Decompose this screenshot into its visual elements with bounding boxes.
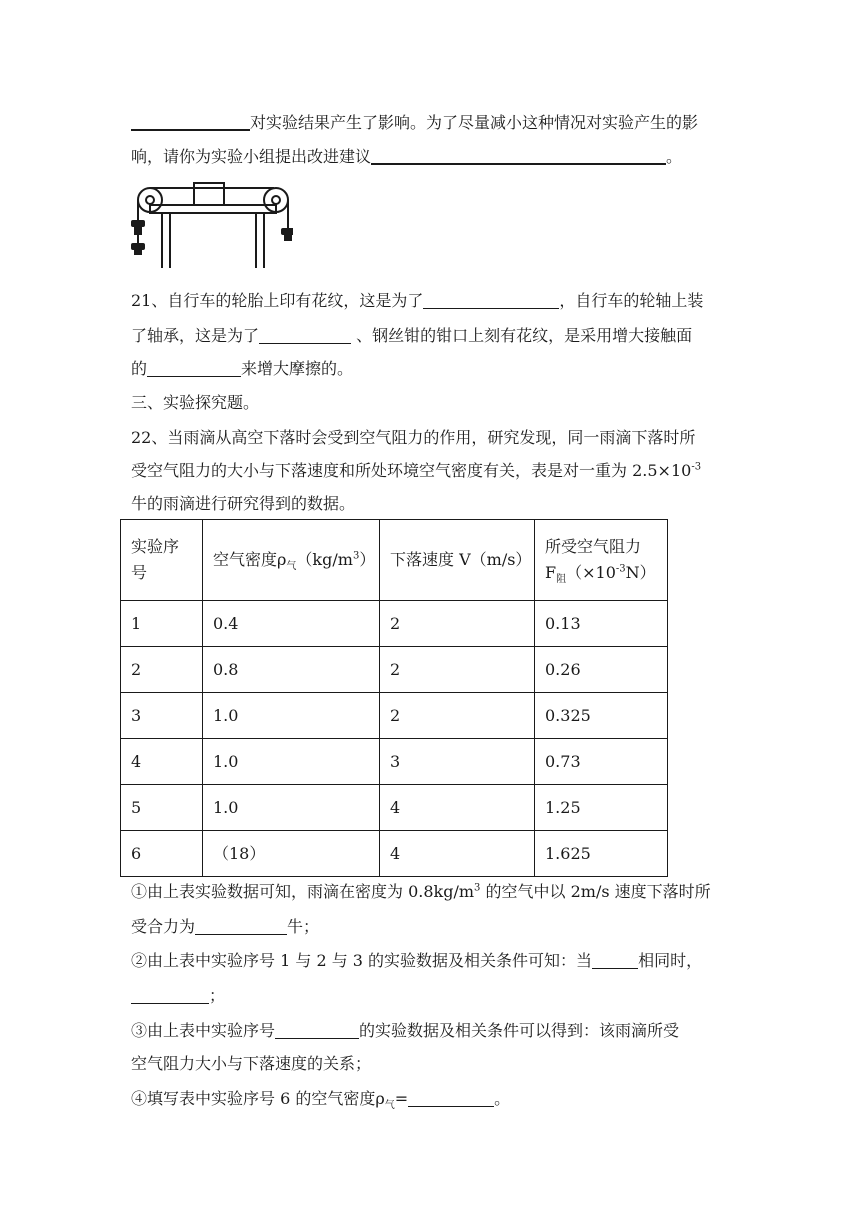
cell-trial: 4 bbox=[121, 739, 203, 785]
table-row bbox=[121, 601, 668, 647]
pulley-apparatus-figure bbox=[128, 180, 293, 272]
header-cell bbox=[203, 520, 380, 601]
q22-text: 的空气中以 2m/s 速度下落时所 bbox=[480, 882, 711, 901]
sub-question-4-line-1 bbox=[131, 1089, 511, 1112]
sub-question-2-line-2 bbox=[131, 987, 225, 1004]
section-heading: 三、实验探究题。 bbox=[131, 393, 260, 412]
answer-blank[interactable] bbox=[131, 113, 250, 131]
q22-text: 。 bbox=[494, 1089, 511, 1108]
sub-question-1-line-1 bbox=[131, 884, 711, 900]
data-table bbox=[120, 519, 668, 877]
cell-resistance: 0.325 bbox=[535, 693, 668, 739]
intro-line-1 bbox=[131, 113, 698, 131]
q22-line-2 bbox=[131, 463, 701, 479]
cell-density: 1.0 bbox=[203, 739, 380, 785]
cell-density: 1.0 bbox=[203, 693, 380, 739]
q22-text: 相同时， bbox=[638, 951, 703, 970]
sub-question-3-line-1 bbox=[131, 1022, 679, 1039]
answer-blank[interactable] bbox=[371, 147, 666, 165]
cell-speed: 2 bbox=[380, 693, 535, 739]
cell-speed: 3 bbox=[380, 739, 535, 785]
sub-question-2-line-1 bbox=[131, 952, 702, 969]
q22-text: 的实验数据及相关条件可以得到：该雨滴所受 bbox=[359, 1021, 680, 1040]
q22-text: 受合力为 bbox=[131, 917, 196, 936]
superscript: -3 bbox=[615, 563, 626, 575]
cell-resistance: 1.25 bbox=[535, 785, 668, 831]
q21-line-1 bbox=[131, 292, 703, 309]
header-cell bbox=[121, 520, 203, 601]
q21-text: 来增大摩擦的。 bbox=[241, 359, 354, 378]
cell-density: 0.8 bbox=[203, 647, 380, 693]
q22-text: 受空气阻力的大小与下落速度和所处环境空气密度有关，表是对一重为 2.5×10 bbox=[131, 461, 692, 480]
sub-question-1-line-2 bbox=[131, 918, 319, 935]
subscript: 阻 bbox=[556, 574, 567, 586]
header-text: （kg/m bbox=[296, 550, 353, 569]
cell-speed: 4 bbox=[380, 785, 535, 831]
q21-text: 了轴承，这是为了 bbox=[131, 326, 260, 345]
q21-text: ，自行车的轮轴上装 bbox=[559, 291, 704, 310]
header-text: 实验序 bbox=[131, 537, 180, 556]
header-text: 空气密度ρ bbox=[213, 550, 287, 569]
header-text: F bbox=[545, 563, 557, 582]
cell-speed: 4 bbox=[380, 831, 535, 877]
superscript: -3 bbox=[691, 461, 702, 473]
header-cell bbox=[535, 520, 668, 601]
header-text: N） bbox=[625, 563, 656, 582]
superscript: 3 bbox=[474, 882, 481, 894]
table-row bbox=[121, 693, 668, 739]
answer-blank[interactable] bbox=[259, 327, 351, 344]
q21-text: 、钢丝钳的钳口上刻有花纹，是采用增大接触面 bbox=[356, 326, 693, 345]
cell-density: （18） bbox=[203, 831, 380, 877]
q21-line-2 bbox=[131, 327, 692, 344]
answer-blank[interactable] bbox=[275, 1022, 359, 1039]
q22-line-1: 22、当雨滴从高空下落时会受到空气阻力的作用，研究发现，同一雨滴下落时所 bbox=[131, 428, 696, 447]
block bbox=[194, 183, 224, 205]
header-cell: 下落速度 V（m/s） bbox=[380, 520, 535, 601]
q22-text: ②由上表中实验序号 1 与 2 与 3 的实验数据及相关条件可知：当 bbox=[131, 951, 593, 970]
q21-line-3 bbox=[131, 360, 353, 377]
answer-blank[interactable] bbox=[195, 918, 287, 935]
sub-question-3-line-2: 空气阻力大小与下落速度的关系； bbox=[131, 1054, 372, 1073]
cell-density: 1.0 bbox=[203, 785, 380, 831]
table-header-row bbox=[121, 520, 668, 601]
q22-text: ①由上表实验数据可知，雨滴在密度为 0.8kg/m bbox=[131, 882, 475, 901]
cell-speed: 2 bbox=[380, 647, 535, 693]
answer-blank[interactable] bbox=[131, 987, 209, 1004]
q21-text: 21、自行车的轮胎上印有花纹，这是为了 bbox=[131, 291, 424, 310]
q22-text: ； bbox=[209, 986, 226, 1005]
q21-text: 的 bbox=[131, 359, 148, 378]
intro-text: 对实验结果产生了影响。为了尽量减小这种情况对实验产生的影 bbox=[250, 113, 699, 132]
cell-trial: 2 bbox=[121, 647, 203, 693]
cell-trial: 3 bbox=[121, 693, 203, 739]
intro-line-2 bbox=[131, 147, 682, 165]
answer-blank[interactable] bbox=[423, 292, 559, 309]
cell-trial: 1 bbox=[121, 601, 203, 647]
intro-text: 。 bbox=[666, 147, 683, 166]
superscript: 3 bbox=[352, 550, 360, 562]
header-text: 所受空气阻力 bbox=[545, 537, 642, 556]
table-row bbox=[121, 785, 668, 831]
q22-text: ③由上表中实验序号 bbox=[131, 1021, 276, 1040]
cell-speed: 2 bbox=[380, 601, 535, 647]
table-row bbox=[121, 647, 668, 693]
subscript: 气 bbox=[286, 561, 297, 573]
header-text: （×10 bbox=[566, 563, 616, 582]
answer-blank[interactable] bbox=[592, 952, 638, 969]
cell-resistance: 0.26 bbox=[535, 647, 668, 693]
cell-trial: 6 bbox=[121, 831, 203, 877]
table-row bbox=[121, 831, 668, 877]
q22-text: = bbox=[394, 1089, 409, 1108]
q22-line-3: 牛的雨滴进行研究得到的数据。 bbox=[131, 494, 356, 513]
cell-trial: 5 bbox=[121, 785, 203, 831]
answer-blank[interactable] bbox=[408, 1090, 494, 1107]
q22-text: ④填写表中实验序号 6 的空气密度ρ bbox=[131, 1089, 385, 1108]
q22-text: 牛； bbox=[287, 917, 320, 936]
header-text: ） bbox=[359, 550, 376, 569]
header-text: 号 bbox=[131, 563, 148, 582]
cell-resistance: 0.73 bbox=[535, 739, 668, 785]
subscript: 气 bbox=[384, 1100, 395, 1112]
cell-resistance: 0.13 bbox=[535, 601, 668, 647]
cell-density: 0.4 bbox=[203, 601, 380, 647]
intro-text: 响，请你为实验小组提出改进建议 bbox=[131, 147, 372, 166]
cell-resistance: 1.625 bbox=[535, 831, 668, 877]
table-row bbox=[121, 739, 668, 785]
answer-blank[interactable] bbox=[147, 360, 241, 377]
